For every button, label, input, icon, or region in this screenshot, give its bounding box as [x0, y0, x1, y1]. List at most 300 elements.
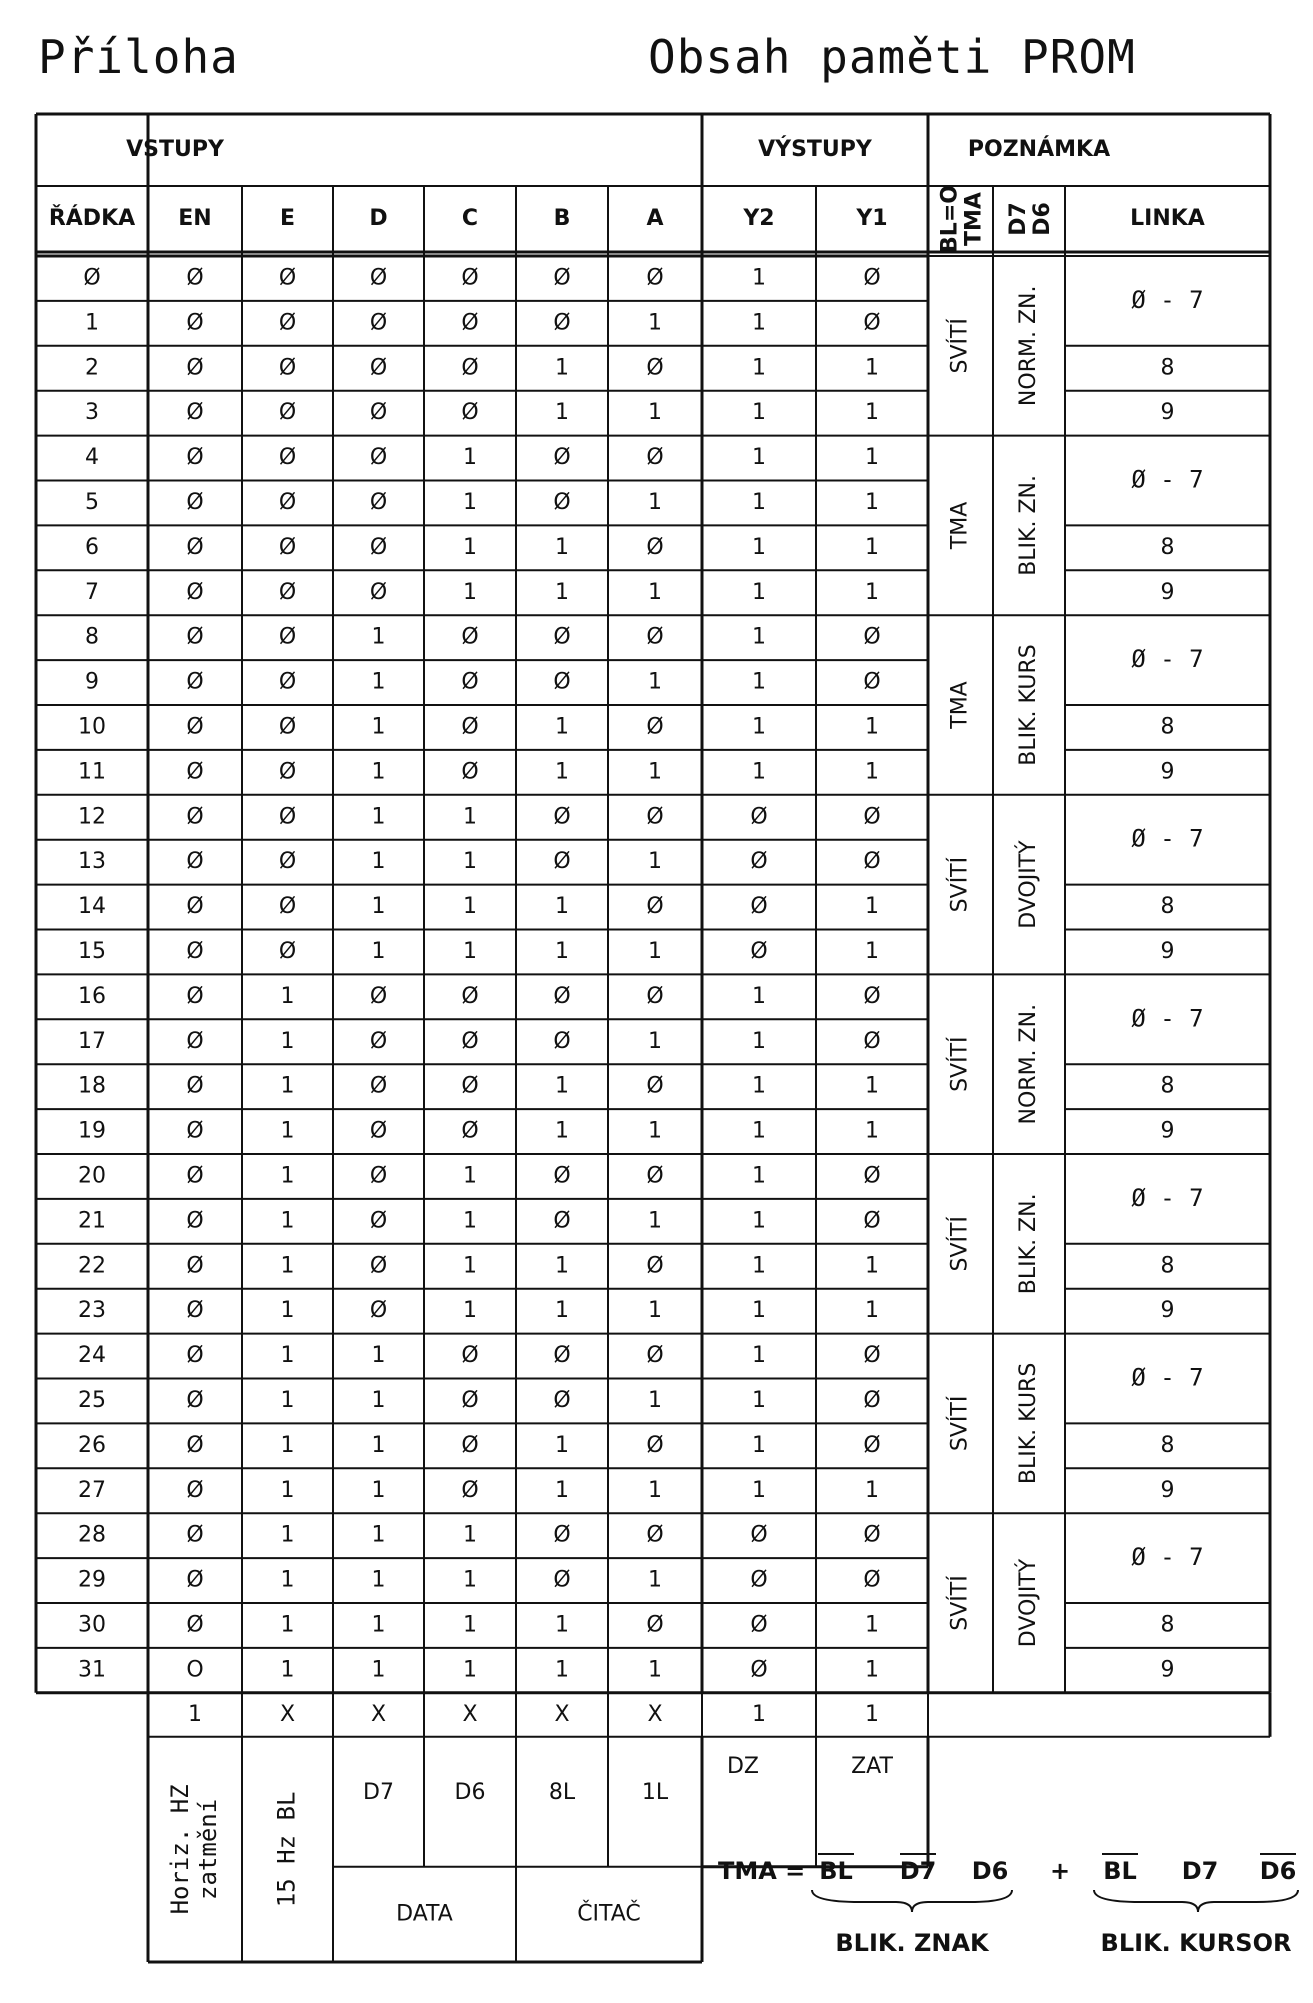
table-cell: 1: [752, 1477, 766, 1503]
table-cell: Ø: [186, 355, 204, 381]
table-cell: 1: [648, 1567, 662, 1593]
table-cell: Ø: [863, 1432, 881, 1458]
header-vystupy: VÝSTUPY: [758, 137, 872, 162]
table-cell: 1: [463, 489, 477, 515]
table-cell: Ø: [186, 894, 204, 920]
table-cell: Ø: [750, 1657, 768, 1683]
table-cell: Ø: [863, 265, 881, 291]
table-cell: 1: [865, 400, 879, 426]
table-cell: Ø: [186, 1387, 204, 1413]
table-cell: 1: [371, 1432, 386, 1458]
table-cell: Ø: [278, 265, 297, 291]
table-cell: Ø: [369, 310, 388, 336]
table-cell: 1: [555, 1253, 569, 1279]
table-cell: Ø: [369, 265, 388, 291]
linka-9: 9: [1160, 1477, 1175, 1503]
table-cell: 1: [865, 489, 879, 515]
table-cell: 1: [280, 1298, 295, 1324]
table-cell: Ø: [186, 1567, 204, 1593]
footer-cell: 1: [752, 1701, 766, 1727]
table-cell: Ø: [186, 1253, 204, 1279]
table-cell: 19: [78, 1118, 106, 1144]
table-cell: Ø: [646, 1163, 664, 1189]
table-cell: Ø: [186, 1118, 204, 1144]
table-cell: Ø: [369, 355, 388, 381]
table-cell: 12: [78, 804, 106, 830]
table-cell: Ø: [369, 1073, 388, 1099]
brace: [1094, 1890, 1298, 1912]
table-cell: 1: [463, 1522, 477, 1548]
table-cell: 1: [648, 759, 662, 785]
footer-zatmeni: zatmění: [194, 1798, 222, 1900]
table-cell: Ø: [863, 1522, 881, 1548]
table-cell: Ø: [461, 1387, 479, 1413]
page-title-right: Obsah paměti PROM: [648, 30, 1136, 84]
footer-1l: 1L: [641, 1779, 669, 1805]
table-cell: Ø: [186, 759, 204, 785]
footer-cell: X: [279, 1701, 296, 1727]
table-cell: 1: [463, 849, 477, 875]
table-cell: 1: [865, 1657, 879, 1683]
table-cell: Ø: [186, 265, 204, 291]
group-type: DVOJITÝ: [1016, 840, 1041, 929]
footer-dz: DZ: [726, 1753, 760, 1779]
linka-9: 9: [1160, 938, 1175, 964]
table-cell: 1: [555, 1118, 569, 1144]
table-cell: Ø: [186, 579, 204, 605]
table-cell: Ø: [646, 445, 664, 471]
table-cell: 1: [555, 400, 569, 426]
linka-8: 8: [1160, 1612, 1175, 1638]
table-cell: Ø: [278, 400, 297, 426]
table-cell: Ø: [461, 759, 479, 785]
table-cell: 1: [648, 849, 662, 875]
table-cell: Ø: [863, 1208, 881, 1234]
table-cell: Ø: [369, 1253, 388, 1279]
header-input-a: A: [646, 206, 664, 231]
table-cell: 1: [280, 1208, 295, 1234]
table-cell: 1: [371, 624, 386, 650]
table-cell: Ø: [461, 355, 479, 381]
table-cell: Ø: [553, 489, 571, 515]
table-cell: 1: [752, 983, 766, 1009]
table-cell: 1: [648, 310, 662, 336]
table-cell: 1: [752, 1343, 766, 1369]
page-title-left: Příloha: [38, 30, 239, 84]
table-cell: 1: [280, 1163, 295, 1189]
table-cell: Ø: [646, 804, 664, 830]
table-cell: 1: [865, 894, 879, 920]
header-input-en: EN: [178, 206, 212, 231]
table-cell: Ø: [646, 894, 664, 920]
table-cell: 1: [463, 938, 477, 964]
table-cell: Ø: [461, 1073, 479, 1099]
table-cell: Ø: [186, 983, 204, 1009]
table-cell: Ø: [278, 624, 297, 650]
table-cell: 1: [752, 1118, 766, 1144]
table-cell: 1: [752, 759, 766, 785]
table-cell: 1: [280, 1028, 295, 1054]
formula-term: D6: [1259, 1857, 1297, 1885]
table-cell: Ø: [186, 1208, 204, 1234]
table-cell: Ø: [646, 983, 664, 1009]
table-cell: Ø: [278, 938, 297, 964]
brace: [812, 1890, 1012, 1912]
table-cell: 1: [371, 1387, 386, 1413]
table-cell: Ø: [863, 1387, 881, 1413]
table-cell: 1: [555, 1612, 569, 1638]
linka-range: Ø - 7: [1131, 1543, 1204, 1572]
table-cell: Ø: [750, 938, 768, 964]
table-cell: Ø: [553, 1028, 571, 1054]
linka-9: 9: [1160, 759, 1175, 785]
table-cell: Ø: [278, 355, 297, 381]
linka-range: Ø - 7: [1131, 1183, 1204, 1212]
table-cell: 1: [865, 938, 879, 964]
table-cell: 1: [371, 849, 386, 875]
table-cell: Ø: [369, 489, 388, 515]
table-cell: 1: [752, 1163, 766, 1189]
table-cell: 31: [78, 1657, 106, 1683]
table-cell: Ø: [646, 1073, 664, 1099]
table-cell: 1: [371, 714, 386, 740]
table-cell: Ø: [553, 445, 571, 471]
linka-8: 8: [1160, 1073, 1175, 1099]
table-cell: Ø: [369, 579, 388, 605]
table-cell: 1: [463, 1612, 477, 1638]
table-cell: Ø: [186, 849, 204, 875]
table-cell: Ø: [553, 804, 571, 830]
header-vstupy: VSTUPY: [126, 137, 224, 162]
table-cell: Ø: [750, 849, 768, 875]
table-cell: 1: [752, 534, 766, 560]
table-cell: Ø: [750, 1567, 768, 1593]
group-mode: SVÍTÍ: [947, 1036, 973, 1092]
table-cell: 1: [752, 1432, 766, 1458]
table-cell: Ø: [278, 445, 297, 471]
linka-9: 9: [1160, 1118, 1175, 1144]
table-cell: 8: [85, 624, 99, 650]
header-linka: LINKA: [1130, 206, 1205, 231]
table-cell: 16: [78, 983, 106, 1009]
table-cell: 1: [648, 938, 662, 964]
group-mode: SVÍTÍ: [947, 318, 973, 374]
table-cell: Ø: [186, 669, 204, 695]
table-cell: Ø: [646, 624, 664, 650]
table-cell: 1: [463, 1208, 477, 1234]
linka-8: 8: [1160, 714, 1175, 740]
table-cell: Ø: [646, 1522, 664, 1548]
table-cell: 1: [555, 1477, 569, 1503]
table-cell: Ø: [186, 445, 204, 471]
footer-cell: 1: [188, 1701, 202, 1727]
table-cell: 1: [752, 714, 766, 740]
footer-15hz: 15 Hz BL: [272, 1791, 301, 1908]
table-cell: 1: [371, 804, 386, 830]
table-cell: Ø: [369, 1118, 388, 1144]
linka-8: 8: [1160, 894, 1175, 920]
table-cell: Ø: [553, 1387, 571, 1413]
header-radka: ŘÁDKA: [48, 206, 136, 231]
footer-horiz: Horiz. HZ: [166, 1784, 194, 1915]
table-cell: Ø: [553, 849, 571, 875]
table-cell: 1: [371, 1657, 386, 1683]
group-type: BLIK. KURS: [1016, 644, 1041, 766]
table-cell: 7: [85, 579, 99, 605]
table-cell: Ø: [646, 1612, 664, 1638]
linka-8: 8: [1160, 355, 1175, 381]
header-output-y1: Y1: [856, 206, 888, 231]
table-cell: 1: [463, 1567, 477, 1593]
header-input-c: C: [461, 206, 479, 231]
table-cell: 1: [280, 1612, 295, 1638]
table-cell: Ø: [461, 1028, 479, 1054]
table-cell: 1: [752, 1387, 766, 1413]
table-cell: Ø: [186, 804, 204, 830]
table-cell: Ø: [863, 804, 881, 830]
table-cell: 1: [555, 938, 569, 964]
table-cell: 1: [752, 1208, 766, 1234]
header-d6: D6: [1030, 202, 1055, 236]
table-cell: 6: [85, 534, 99, 560]
table-cell: 1: [280, 1343, 295, 1369]
table-cell: Ø: [863, 849, 881, 875]
footer-cell: X: [462, 1701, 478, 1727]
table-cell: 1: [463, 1657, 477, 1683]
table-cell: 1: [752, 1028, 766, 1054]
footer-cell: X: [370, 1701, 387, 1727]
footer-8l: 8L: [548, 1779, 576, 1805]
formula-label-blik-znak: BLIK. ZNAK: [835, 1929, 989, 1957]
table-cell: Ø: [750, 1612, 768, 1638]
table-cell: 9: [85, 669, 99, 695]
table-cell: Ø: [186, 400, 204, 426]
table-cell: 1: [752, 1073, 766, 1099]
table-cell: Ø: [186, 1477, 204, 1503]
table-cell: 2: [85, 355, 99, 381]
table-cell: Ø: [646, 265, 664, 291]
table-cell: 1: [371, 669, 386, 695]
table-cell: Ø: [750, 1522, 768, 1548]
table-cell: Ø: [186, 489, 204, 515]
table-cell: 1: [555, 1298, 569, 1324]
table-cell: Ø: [863, 310, 881, 336]
table-cell: Ø: [646, 714, 664, 740]
table-cell: 1: [648, 1118, 662, 1144]
table-cell: 18: [78, 1073, 106, 1099]
table-cell: Ø: [553, 669, 571, 695]
table-cell: Ø: [278, 310, 297, 336]
table-cell: 1: [463, 1298, 477, 1324]
table-cell: Ø: [369, 983, 388, 1009]
header-input-e: E: [279, 206, 296, 231]
table-cell: Ø: [461, 400, 479, 426]
table-cell: 4: [85, 445, 99, 471]
linka-8: 8: [1160, 534, 1175, 560]
table-cell: Ø: [278, 489, 297, 515]
table-cell: 1: [555, 579, 569, 605]
table-cell: Ø: [461, 1343, 479, 1369]
table-cell: 20: [78, 1163, 106, 1189]
header-d7: D7: [1006, 202, 1031, 236]
table-cell: 1: [752, 310, 766, 336]
table-cell: 14: [78, 894, 106, 920]
group-mode: SVÍTÍ: [947, 1575, 973, 1631]
linka-9: 9: [1160, 400, 1175, 426]
table-cell: 1: [648, 669, 662, 695]
table-cell: 1: [463, 894, 477, 920]
table-cell: Ø: [646, 1253, 664, 1279]
table-cell: 1: [555, 1432, 569, 1458]
table-cell: 21: [78, 1208, 106, 1234]
table-cell: 1: [752, 400, 766, 426]
table-cell: 1: [85, 310, 99, 336]
linka-9: 9: [1160, 1657, 1175, 1683]
linka-range: Ø - 7: [1131, 465, 1204, 494]
table-cell: Ø: [863, 669, 881, 695]
table-cell: Ø: [186, 714, 204, 740]
formula-term: D7: [1181, 1857, 1219, 1885]
table-cell: Ø: [863, 1567, 881, 1593]
linka-range: Ø - 7: [1131, 824, 1204, 853]
table-cell: 1: [648, 400, 662, 426]
table-cell: 1: [752, 355, 766, 381]
footer-cell: X: [647, 1701, 663, 1727]
table-cell: 1: [865, 1073, 879, 1099]
formula-tma: TMA =: [718, 1857, 806, 1885]
table-cell: Ø: [553, 1208, 571, 1234]
table-cell: 1: [463, 1253, 477, 1279]
table-cell: Ø: [186, 1163, 204, 1189]
table-cell: 1: [865, 579, 879, 605]
table-cell: 1: [865, 445, 879, 471]
linka-range: Ø - 7: [1131, 1363, 1204, 1392]
formula-plus: +: [1049, 1857, 1071, 1885]
linka-8: 8: [1160, 1253, 1175, 1279]
table-cell: 1: [648, 1477, 662, 1503]
linka-range: Ø - 7: [1131, 1004, 1204, 1033]
table-cell: Ø: [863, 1343, 881, 1369]
table-cell: 1: [865, 1298, 879, 1324]
table-cell: 1: [648, 489, 662, 515]
table-cell: 1: [865, 1118, 879, 1144]
table-cell: Ø: [553, 1343, 571, 1369]
header-input-d: D: [369, 206, 388, 231]
group-mode: SVÍTÍ: [947, 856, 973, 913]
table-cell: 26: [78, 1432, 106, 1458]
table-cell: Ø: [186, 1073, 204, 1099]
footer-cell: 1: [865, 1701, 879, 1727]
linka-9: 9: [1160, 1298, 1175, 1324]
table-cell: Ø: [278, 894, 297, 920]
table-cell: 15: [78, 938, 106, 964]
table-cell: 1: [752, 1298, 766, 1324]
header-tma: TMA: [961, 192, 987, 246]
table-cell: Ø: [186, 534, 204, 560]
table-cell: 1: [865, 1612, 879, 1638]
table-cell: 1: [555, 759, 569, 785]
table-cell: 3: [85, 400, 99, 426]
table-cell: 1: [371, 1612, 386, 1638]
table-cell: Ø: [646, 1432, 664, 1458]
table-cell: Ø: [863, 624, 881, 650]
table-cell: Ø: [646, 355, 664, 381]
formula-term: BL: [1103, 1857, 1137, 1885]
table-cell: 1: [752, 445, 766, 471]
table-cell: 1: [865, 759, 879, 785]
table-cell: Ø: [461, 1477, 479, 1503]
table-cell: Ø: [278, 669, 297, 695]
table-cell: 1: [280, 1477, 295, 1503]
table-cell: Ø: [278, 849, 297, 875]
table-cell: Ø: [646, 1343, 664, 1369]
table-cell: Ø: [750, 804, 768, 830]
table-cell: 23: [78, 1298, 106, 1324]
table-cell: 1: [865, 1253, 879, 1279]
group-type: BLIK. ZN.: [1016, 475, 1041, 576]
table-cell: Ø: [278, 534, 297, 560]
table-cell: 1: [555, 1073, 569, 1099]
table-cell: 10: [78, 714, 106, 740]
linka-range: Ø - 7: [1131, 285, 1204, 314]
table-cell: Ø: [278, 804, 297, 830]
table-cell: 1: [280, 1567, 295, 1593]
linka-9: 9: [1160, 579, 1175, 605]
table-cell: 1: [280, 1118, 295, 1144]
footer-cell: X: [554, 1701, 570, 1727]
table-cell: Ø: [278, 759, 297, 785]
table-cell: Ø: [553, 310, 571, 336]
table-cell: Ø: [553, 1163, 571, 1189]
table-cell: Ø: [278, 714, 297, 740]
table-cell: 1: [463, 579, 477, 605]
group-type: BLIK. KURS: [1016, 1362, 1041, 1485]
table-cell: 1: [555, 1657, 569, 1683]
formula-term: D6: [971, 1857, 1009, 1885]
linka-range: Ø - 7: [1131, 645, 1204, 674]
table-cell: 1: [648, 1298, 662, 1324]
table-cell: 1: [280, 1387, 295, 1413]
table-cell: 1: [752, 489, 766, 515]
table-cell: 1: [648, 1657, 662, 1683]
linka-8: 8: [1160, 1432, 1175, 1458]
table-cell: O: [186, 1657, 204, 1683]
table-cell: Ø: [369, 534, 388, 560]
table-cell: 1: [463, 804, 477, 830]
table-cell: 1: [648, 1387, 662, 1413]
table-cell: 1: [371, 938, 386, 964]
footer-zat: ZAT: [851, 1753, 893, 1779]
table-cell: 1: [463, 1163, 477, 1189]
table-cell: Ø: [186, 1298, 204, 1324]
group-mode: TMA: [947, 681, 973, 729]
table-cell: Ø: [461, 669, 479, 695]
table-cell: Ø: [369, 1163, 388, 1189]
table-cell: Ø: [278, 579, 297, 605]
table-cell: 1: [371, 894, 386, 920]
table-cell: Ø: [863, 983, 881, 1009]
table-cell: 1: [752, 624, 766, 650]
table-cell: 28: [78, 1522, 106, 1548]
table-cell: Ø: [750, 894, 768, 920]
table-cell: Ø: [369, 1028, 388, 1054]
footer-data: DATA: [396, 1901, 453, 1927]
group-mode: SVÍTÍ: [947, 1216, 973, 1272]
table-cell: Ø: [186, 1612, 204, 1638]
table-cell: Ø: [461, 310, 479, 336]
table-cell: 1: [280, 1432, 295, 1458]
table-cell: Ø: [863, 1163, 881, 1189]
